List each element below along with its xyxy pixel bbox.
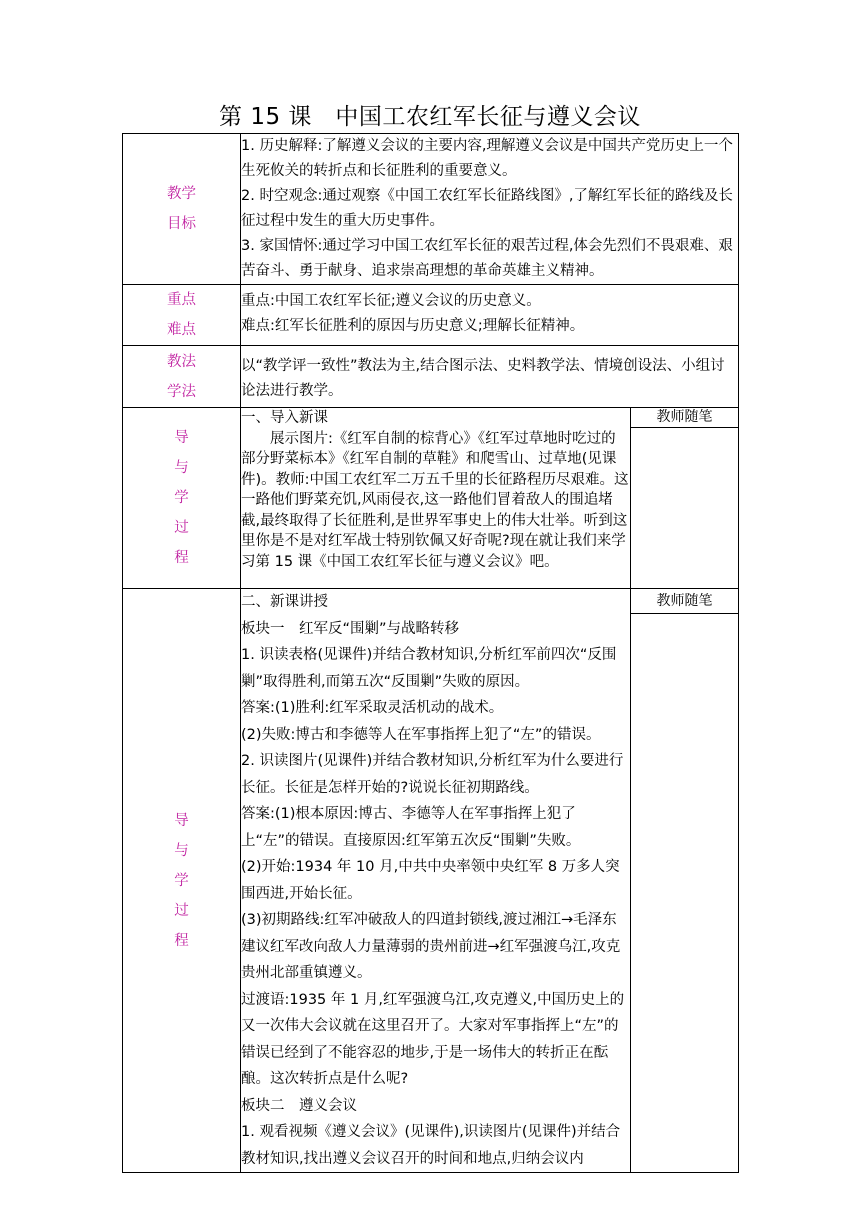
question-paragraph: 2. 识读图片(见课件)并结合教材知识,分析红军为什么要进行长征。长征是怎样开始的?说说长征初期路线。 [241, 753, 624, 796]
label-line: 难点 [167, 322, 196, 338]
answer-paragraph: 答案:(1)根本原因:博古、李德等人在军事指挥上犯了上“左”的错误。直接原因:红军第五次反“围剿”失败。 [241, 806, 581, 849]
block-heading: 板块一 红军反“围剿”与战略转移 [241, 620, 460, 637]
teacher-notes-header: 教师随笔 [631, 408, 738, 428]
goal-paragraph: 1. 历史解释:了解遵义会议的主要内容,理解遵义会议是中国共产党历史上一个生死攸关的转折点和长征胜利的重要意义。 [241, 138, 733, 179]
table-row-teaching-goals [123, 134, 739, 285]
goal-paragraph: 2. 时空观念:通过观察《中国工农红军长征路线图》,了解红军长征的路线及长征过程中发生的重大历史事件。 [241, 188, 733, 229]
question-paragraph: 1. 识读表格(见课件)并结合教材知识,分析红军前四次“反围剿”取得胜利,而第五次“反围剿”失败的原因。 [241, 647, 617, 690]
teaching-goals-content [241, 134, 739, 285]
row-label-methods [123, 346, 241, 408]
page-title: 第 15 课 中国工农红军长征与遵义会议 [219, 104, 641, 130]
teacher-notes-cell [631, 408, 739, 589]
row-label-process [123, 589, 241, 1173]
label-line: 重点 [167, 292, 196, 308]
teacher-notes-cell [631, 589, 739, 1173]
label-line: 学 [174, 872, 189, 889]
key-point-paragraph: 重点:中国工农红军长征;遵义会议的历史意义。 [241, 293, 541, 309]
goal-paragraph: 3. 家国情怀:通过学习中国工农红军长征的艰苦过程,体会先烈们不畏艰难、艰苦奋斗、勇于献身、追求崇高理想的革命英雄主义精神。 [241, 238, 733, 279]
question-paragraph: 1. 观看视频《遵义会议》(见课件),识读图片(见课件)并结合教材知识,找出遵义会议召开的时间和地点,归纳会议内 [241, 1124, 621, 1167]
table-row-methods [123, 346, 739, 408]
section-heading: 一、导入新课 [241, 410, 328, 426]
key-points-content [241, 285, 739, 346]
lesson-plan-table [122, 133, 739, 1173]
teacher-notes-header: 教师随笔 [631, 589, 738, 614]
introduction-paragraph: 展示图片:《红军自制的棕背心》《红军过草地时吃过的部分野菜标本》《红军自制的草鞋》和爬雪山、过草地(见课件)。教师:中国工农红军二万五千里的长征路程历尽艰难。这一路他们野菜充饥,风雨侵衣,这一路他们冒着敌人的围追堵截,最终取得了长征胜利,是世界军事史上的伟大壮举。听到这里你是不是对红军战士特别钦佩又好奇呢?现在就让我们来学习第 15 课《中国工农红军长征与遵义会议》吧。 [241, 430, 629, 570]
label-line: 教学 [167, 186, 196, 202]
label-line: 程 [174, 550, 189, 566]
section-heading: 二、新课讲授 [241, 594, 328, 610]
label-line: 目标 [167, 216, 196, 232]
introduction-content [241, 408, 631, 589]
table-row-key-points [123, 285, 739, 346]
table-row-new-lesson [123, 589, 739, 1173]
row-label-key-points [123, 285, 241, 346]
label-line: 学法 [167, 383, 196, 400]
label-line: 导 [174, 430, 189, 446]
transition-paragraph: 过渡语:1935 年 1 月,红军强渡乌江,攻克遵义,中国历史上的又一次伟大会议就在这里召开了。大家对军事指挥上“左”的错误已经到了不能容忍的地步,于是一场伟大的转折正在酝酿。这次转折点是什么呢? [241, 991, 625, 1087]
row-label-process [123, 408, 241, 589]
difficult-point-paragraph: 难点:红军长征胜利的原因与历史意义;理解长征精神。 [241, 318, 585, 334]
row-label-teaching-goals [123, 134, 241, 285]
label-line: 导 [174, 812, 189, 829]
label-line: 过 [174, 902, 189, 919]
answer-paragraph: 答案:(1)胜利:红军采取灵活机动的战术。 [241, 700, 504, 716]
methods-paragraph: 以“教学评一致性”教法为主,结合图示法、史料教学法、情境创设法、小组讨论法进行教学。 [241, 358, 725, 399]
label-line: 与 [174, 842, 189, 859]
label-line: 程 [174, 932, 189, 949]
new-lesson-content [241, 589, 631, 1173]
label-line: 教法 [167, 353, 196, 370]
label-line: 过 [174, 520, 189, 536]
label-line: 与 [174, 460, 189, 476]
label-line: 学 [174, 490, 189, 506]
table-row-introduction [123, 408, 739, 589]
answer-paragraph: (2)开始:1934 年 10 月,中共中央率领中央红军 8 万多人突围西进,开始长征。 [241, 859, 620, 902]
block-heading: 板块二 遵义会议 [241, 1097, 357, 1114]
answer-paragraph: (2)失败:博古和李德等人在军事指挥上犯了“左”的错误。 [241, 726, 601, 743]
answer-paragraph: (3)初期路线:红军冲破敌人的四道封锁线,渡过湘江→毛泽东建议红军改向敌人力量薄弱的贵州前进→红军强渡乌江,攻克贵州北部重镇遵义。 [241, 912, 621, 981]
methods-content [241, 346, 739, 408]
